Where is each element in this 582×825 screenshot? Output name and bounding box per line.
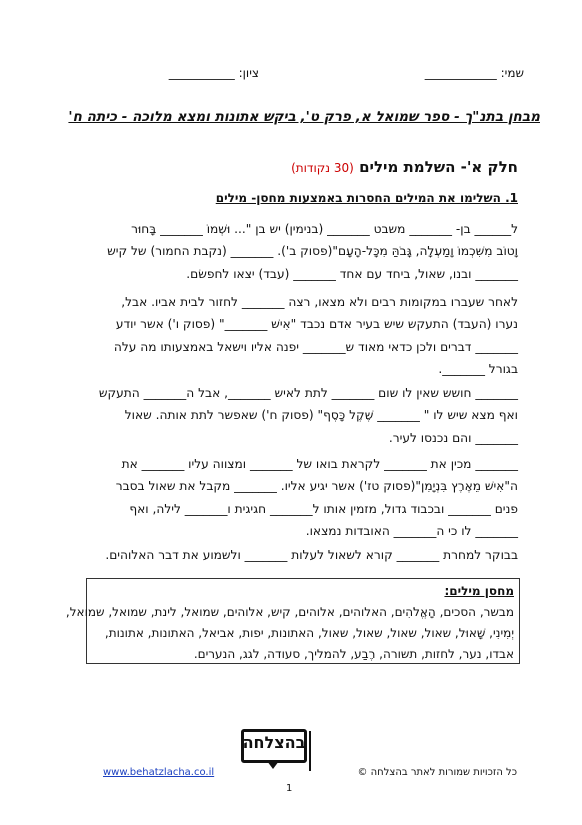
exam-title: מבחן בתנ"ך - ספר שמואל א, פרק ט', ביקש אתונות ומצא מלוכה - כיתה ח' xyxy=(68,109,540,125)
site-link[interactable]: www.behatzlacha.co.il xyxy=(103,767,215,778)
copyright-notice: כל הזכויות שמורות לאתר בהצלחה © xyxy=(357,767,517,778)
word-bank-line: אבדו, נער, לחזות, תשורה, רֶבַע, להמליך, סעודה, לגג, הנערים. xyxy=(193,647,514,661)
paragraph-line: ל______ בן- _______ משבט _______ (בנימין) יש בן "... וּשְׁמוֹ _______ בָּחוּר xyxy=(131,222,518,236)
student-header xyxy=(88,66,524,84)
paragraph-line: וָטוֹב מִשִּׁכְמוֹ וָמַעְלָה, גָּבֹהַּ מִכָּל-הָעָם"(פסוק ב'). _______ (נקבת החמור) של קיש xyxy=(107,244,518,259)
paragraph-line: ה"אִישׁ מֵאֶרֶץ בִּנְיָמִן"(פסוק טז') אשר יגיע אליו. _______ מקבל את שאול בסבר xyxy=(115,479,518,494)
paragraph-4 xyxy=(62,453,518,542)
paragraph-line: נערו (העבד) התעקש שיש בעיר אדם נכבד "אִישׁ _______" (פסוק ו') אשר יודע xyxy=(115,317,518,332)
student-name-field[interactable]: שמי: ____________ xyxy=(424,66,524,80)
paragraph-line: _______ חושש שאין לו שום _______ לתת לאיש _______, אבל ה_______ התעקש xyxy=(98,386,518,400)
paragraph-1 xyxy=(62,218,518,285)
paragraph-line: בבוקר למחרת _______ קורא לשאול לעלות _______ ולשמוע את דבר האלוהים. xyxy=(105,548,518,562)
grade-field[interactable]: ציון: ___________ xyxy=(168,66,259,80)
paragraph-3 xyxy=(62,382,518,449)
part-points: (30 נקודות) xyxy=(291,161,354,175)
part-title: חלק א'- השלמת מילים xyxy=(359,158,518,176)
logo-text: בהצלחה xyxy=(242,733,306,752)
paragraph-line: לאחר שעברו במקומות רבים ולא מצאו, רצה _______ לחזור לבית אביו. אבל, xyxy=(121,295,518,309)
paragraph-line: _______ מכין את _______ לקראת בואו של _______ ומצווה עליו _______ את xyxy=(121,457,518,471)
word-bank-line: מבשר, הסכים, הָאֱלֹהִים, האלוהים, אלוהים, קיש, אלוהים, שמואל, לינת, שמואל, שמואל, xyxy=(65,605,514,619)
logo-divider xyxy=(309,731,311,771)
paragraph-line: ואף מצא שיש לו " _______ שֶׁקֶל כָּסֶף" (פסוק ח') שאפשר לתת אותה. שאול xyxy=(124,408,518,423)
word-bank-box xyxy=(65,578,520,664)
word-bank-line: יְמִינִי, שָׁאוּל, שאול, שאול, שאול, שאול, האתונות, יפות, אביאל, האתונות, אתונות, xyxy=(104,626,514,640)
word-bank-title: מחסן מילים: xyxy=(444,584,514,598)
paragraph-line: _______ דברים ולכן כדאי מאוד ש_______ יפנה אליו וישאל באמצעותו מה עלה xyxy=(113,339,518,354)
paragraph-line: _______ ובנו, שאול, ביחד עם אחד _______ (עבד) יצאו לחפשׂם. xyxy=(186,266,518,281)
paragraph-5 xyxy=(62,544,518,566)
paragraph-line: _______ לו כי ה_______ האובדות נמצאו. xyxy=(305,523,518,538)
paragraph-line: פנים _______ ובכבוד גדול, מזמין אותו ל_______ חגיגית ו_______ לילה, ואף xyxy=(129,501,518,516)
paragraph-2 xyxy=(62,291,518,380)
paragraph-line: _______ והם נכנסו לעיר. xyxy=(388,430,518,445)
site-logo xyxy=(237,727,317,771)
page-number: 1 xyxy=(286,783,293,794)
paragraph-line: בגורל _______. xyxy=(438,361,518,376)
part-heading xyxy=(291,158,518,176)
logo-speech-tail xyxy=(267,761,279,769)
question-instruction: 1. השלימו את המילים החסרות באמצעות מחסן- מילים xyxy=(215,191,518,205)
